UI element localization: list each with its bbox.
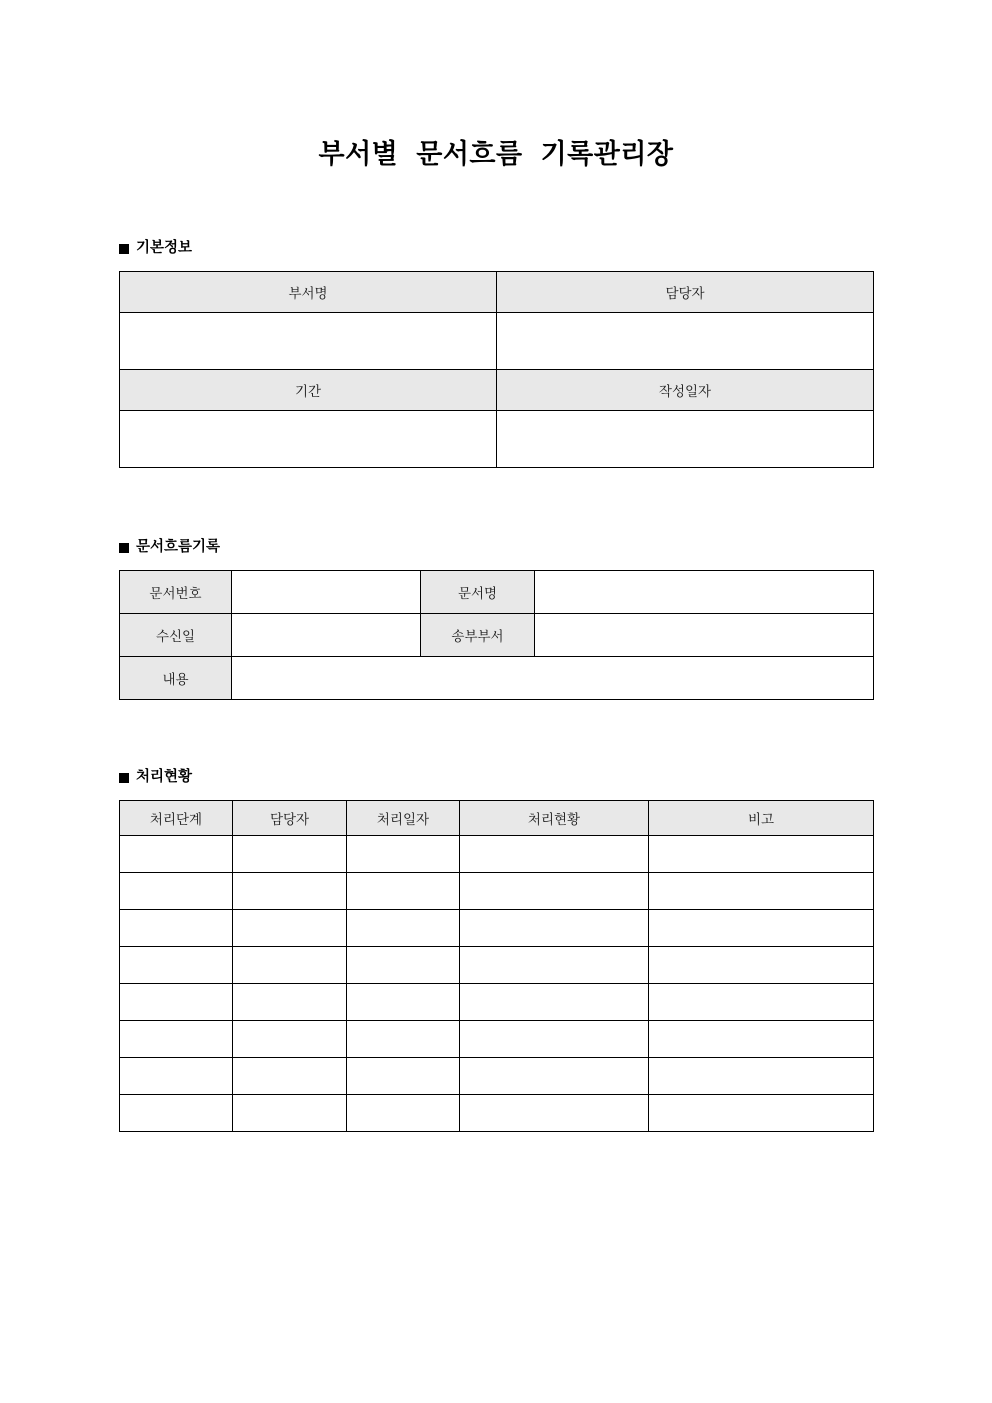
cell-remarks[interactable] — [649, 947, 874, 984]
cell-process-status[interactable] — [460, 1058, 649, 1095]
section-heading-flow-record — [119, 540, 873, 556]
section-heading-label-basic-info: 기본정보 — [136, 240, 193, 257]
cell-manager[interactable] — [233, 947, 347, 984]
table-row — [120, 370, 874, 411]
bullet-square-icon — [119, 543, 129, 553]
cell-remarks[interactable] — [649, 1021, 874, 1058]
cell-label-content: 내용 — [120, 657, 232, 700]
cell-remarks[interactable] — [649, 984, 874, 1021]
cell-process-status[interactable] — [460, 1095, 649, 1132]
cell-process-step[interactable] — [120, 984, 233, 1021]
cell-process-date[interactable] — [347, 947, 460, 984]
table-row — [120, 411, 874, 468]
table-row — [120, 571, 874, 614]
column-header-process-status: 처리현황 — [460, 801, 649, 836]
cell-label-manager: 담당자 — [497, 272, 874, 313]
bullet-square-icon — [119, 244, 129, 254]
cell-value-creation-date[interactable] — [497, 411, 874, 468]
cell-value-period[interactable] — [120, 411, 497, 468]
cell-process-status[interactable] — [460, 947, 649, 984]
cell-label-sending-department: 송부부서 — [421, 614, 535, 657]
table-row — [120, 1021, 874, 1058]
column-header-process-date: 처리일자 — [347, 801, 460, 836]
cell-process-status[interactable] — [460, 873, 649, 910]
cell-label-receipt-date: 수신일 — [120, 614, 232, 657]
cell-remarks[interactable] — [649, 836, 874, 873]
cell-label-document-name: 문서명 — [421, 571, 535, 614]
cell-value-receipt-date[interactable] — [232, 614, 421, 657]
table-row — [120, 836, 874, 873]
section-heading-process-status — [119, 770, 873, 786]
table-row — [120, 1058, 874, 1095]
table-header-row — [120, 801, 874, 836]
cell-process-status[interactable] — [460, 1021, 649, 1058]
cell-process-step[interactable] — [120, 836, 233, 873]
table-row — [120, 947, 874, 984]
cell-process-date[interactable] — [347, 984, 460, 1021]
cell-process-step[interactable] — [120, 1021, 233, 1058]
cell-process-status[interactable] — [460, 910, 649, 947]
process-status-table — [119, 800, 874, 1132]
table-row — [120, 272, 874, 313]
cell-process-step[interactable] — [120, 910, 233, 947]
column-header-manager: 담당자 — [233, 801, 347, 836]
bullet-square-icon — [119, 773, 129, 783]
page-title: 부서별 문서흐름 기록관리장 — [318, 139, 674, 169]
cell-process-date[interactable] — [347, 873, 460, 910]
cell-value-department-name[interactable] — [120, 313, 497, 370]
cell-manager[interactable] — [233, 1058, 347, 1095]
cell-value-sending-department[interactable] — [535, 614, 874, 657]
column-header-process-step: 처리단계 — [120, 801, 233, 836]
cell-remarks[interactable] — [649, 910, 874, 947]
table-row — [120, 614, 874, 657]
cell-process-status[interactable] — [460, 836, 649, 873]
cell-label-document-number: 문서번호 — [120, 571, 232, 614]
cell-manager[interactable] — [233, 1095, 347, 1132]
cell-process-date[interactable] — [347, 836, 460, 873]
cell-process-step[interactable] — [120, 1058, 233, 1095]
table-row — [120, 873, 874, 910]
cell-process-step[interactable] — [120, 873, 233, 910]
cell-process-date[interactable] — [347, 1058, 460, 1095]
table-row — [120, 1095, 874, 1132]
cell-manager[interactable] — [233, 984, 347, 1021]
cell-value-manager[interactable] — [497, 313, 874, 370]
flow-record-table — [119, 570, 874, 700]
cell-process-step[interactable] — [120, 947, 233, 984]
cell-remarks[interactable] — [649, 873, 874, 910]
cell-value-document-number[interactable] — [232, 571, 421, 614]
section-heading-label-process-status: 처리현황 — [136, 769, 193, 786]
cell-manager[interactable] — [233, 910, 347, 947]
section-heading-basic-info — [119, 241, 873, 257]
cell-value-content[interactable] — [232, 657, 874, 700]
cell-value-document-name[interactable] — [535, 571, 874, 614]
basic-info-table — [119, 271, 874, 468]
cell-process-date[interactable] — [347, 910, 460, 947]
table-row — [120, 657, 874, 700]
cell-process-date[interactable] — [347, 1095, 460, 1132]
cell-process-date[interactable] — [347, 1021, 460, 1058]
cell-label-period: 기간 — [120, 370, 497, 411]
cell-manager[interactable] — [233, 836, 347, 873]
cell-manager[interactable] — [233, 873, 347, 910]
cell-remarks[interactable] — [649, 1095, 874, 1132]
table-row — [120, 313, 874, 370]
table-row — [120, 984, 874, 1021]
cell-label-creation-date: 작성일자 — [497, 370, 874, 411]
cell-process-status[interactable] — [460, 984, 649, 1021]
cell-manager[interactable] — [233, 1021, 347, 1058]
cell-process-step[interactable] — [120, 1095, 233, 1132]
cell-remarks[interactable] — [649, 1058, 874, 1095]
table-row — [120, 910, 874, 947]
section-heading-label-flow-record: 문서흐름기록 — [136, 539, 221, 556]
column-header-remarks: 비고 — [649, 801, 874, 836]
cell-label-department-name: 부서명 — [120, 272, 497, 313]
